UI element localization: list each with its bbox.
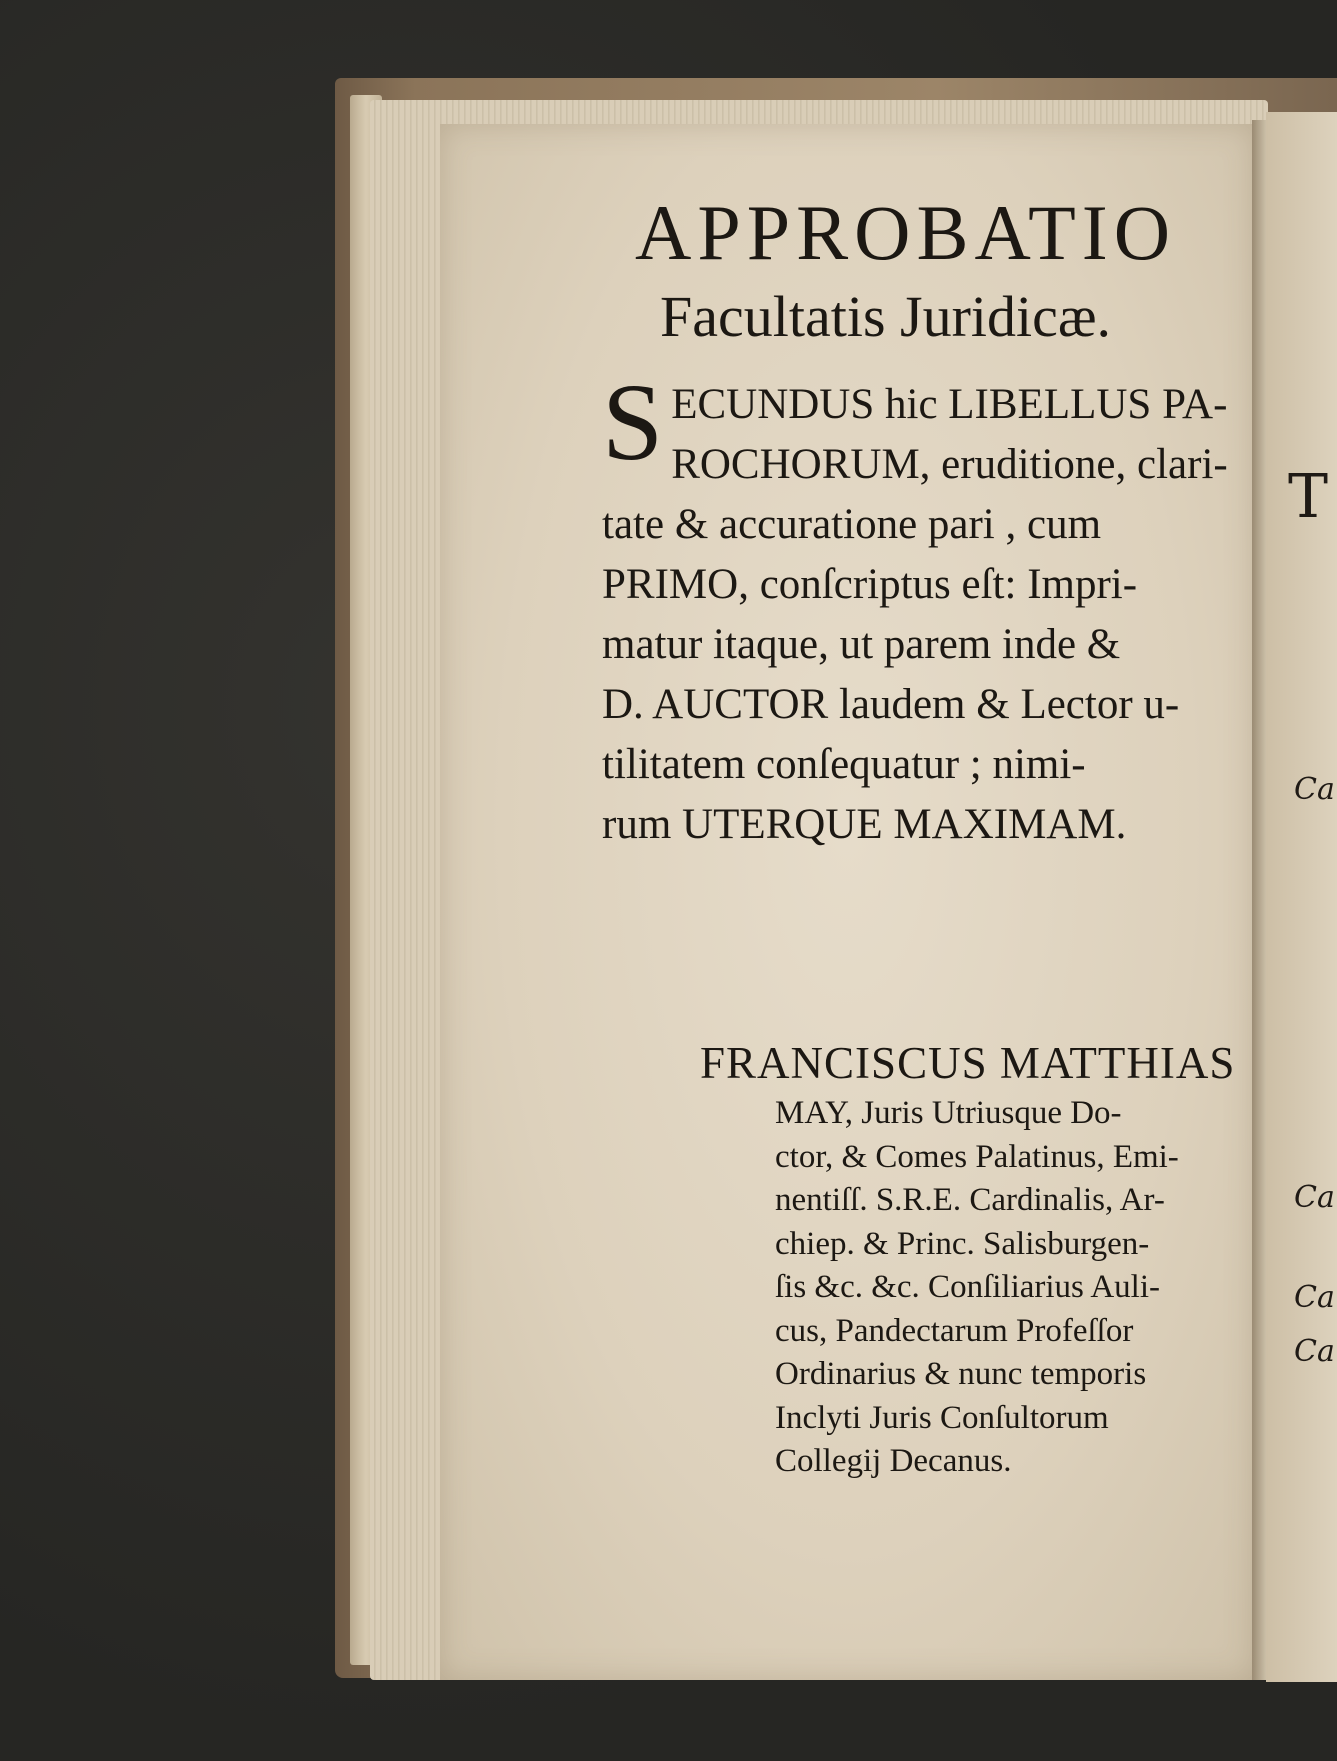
drop-cap: S xyxy=(602,361,664,483)
signature-line: nentiſſ. S.R.E. Cardinalis, Ar- xyxy=(775,1182,1165,1218)
page-subtitle: Facultatis Juridicæ. xyxy=(660,284,1112,349)
signature-line: ſis &c. &c. Conſiliarius Auli- xyxy=(775,1269,1160,1305)
text-line: ROCHORUM, eruditione, clari- xyxy=(671,441,1228,488)
text-line: tate & accuratione pari , cum xyxy=(602,501,1102,548)
signature-line: Ordinarius & nunc temporis xyxy=(775,1356,1147,1392)
facing-page-glyph: Ca xyxy=(1294,772,1335,807)
signatory-name: FRANCISCUS MATTHIAS xyxy=(700,1038,1236,1088)
text-line: ECUNDUS hic LIBELLUS PA- xyxy=(671,381,1228,428)
text-line: matur itaque, ut parem inde & xyxy=(602,621,1121,668)
page-title: APPROBATIO xyxy=(635,189,1177,276)
signature-line: ctor, & Comes Palatinus, Emi- xyxy=(775,1138,1179,1175)
signature-line: Collegij Decanus. xyxy=(775,1443,1012,1479)
facing-page-glyph: Ca xyxy=(1294,1180,1335,1215)
facing-page-glyph: Ca xyxy=(1294,1280,1335,1315)
signature-line: cus, Pandectarum Profeſſor xyxy=(775,1312,1134,1349)
signature-line: MAY, Juris Utriusque Do- xyxy=(775,1095,1122,1131)
facing-page-glyph: Ca xyxy=(1294,1334,1335,1369)
approbation-text xyxy=(602,361,1234,855)
signature-line: Inclyti Juris Conſultorum xyxy=(775,1399,1109,1436)
signatory-description xyxy=(775,1092,1245,1484)
text-line: PRIMO, conſcriptus eſt: Impri- xyxy=(602,561,1138,608)
signature-line: chiep. & Princ. Salisburgen- xyxy=(775,1225,1150,1262)
facing-page-glyph: T xyxy=(1288,462,1329,532)
text-line: D. AUCTOR laudem & Lector u- xyxy=(602,681,1180,728)
text-line: tilitatem conſequatur ; nimi- xyxy=(602,741,1086,788)
book-gutter xyxy=(1252,120,1266,1680)
text-line: rum UTERQUE MAXIMAM. xyxy=(602,801,1127,848)
facing-page xyxy=(1266,112,1337,1682)
